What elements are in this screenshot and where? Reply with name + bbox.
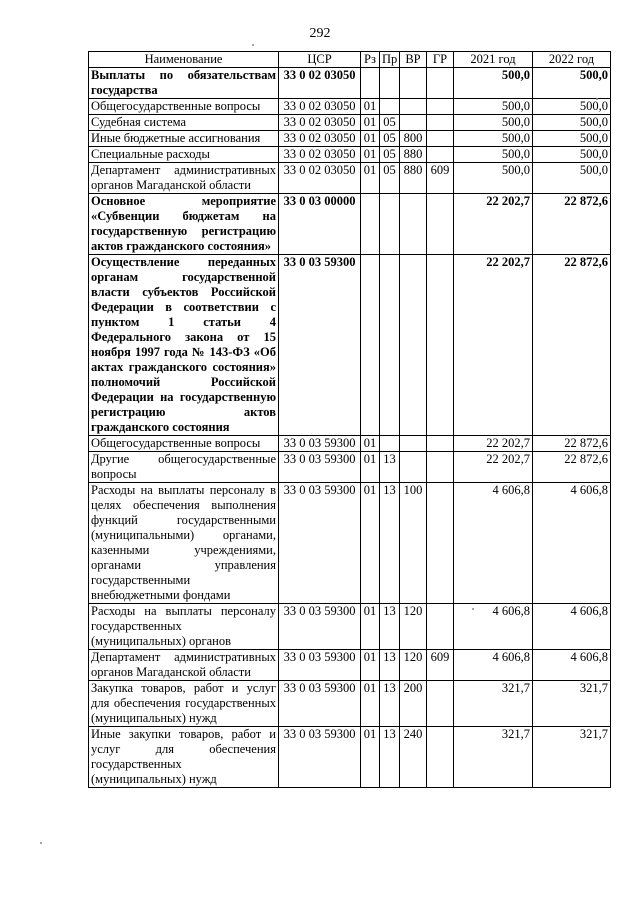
table-row <box>89 436 611 452</box>
cell-2021: 22 202,7 <box>454 255 533 436</box>
cell-2021: 500,0 <box>454 163 533 194</box>
cell-vr <box>400 255 427 436</box>
cell-name: Общегосударственные вопросы <box>89 436 279 452</box>
header-2022: 2022 год <box>533 52 611 68</box>
cell-name: Общегосударственные вопросы <box>89 99 279 115</box>
cell-2021: 500,0 <box>454 99 533 115</box>
cell-pr: 13 <box>380 604 400 650</box>
cell-2022: 321,7 <box>533 681 611 727</box>
cell-name: Судебная система <box>89 115 279 131</box>
cell-2022: 22 872,6 <box>533 255 611 436</box>
cell-csr: 33 0 03 59300 <box>279 483 361 604</box>
cell-csr: 33 0 03 59300 <box>279 727 361 788</box>
cell-vr <box>400 115 427 131</box>
cell-csr: 33 0 03 00000 <box>279 194 361 255</box>
cell-pr <box>380 194 400 255</box>
cell-rz: 01 <box>361 163 380 194</box>
cell-pr: 05 <box>380 163 400 194</box>
cell-pr: 13 <box>380 452 400 483</box>
table-row <box>89 727 611 788</box>
table-row <box>89 452 611 483</box>
budget-table <box>88 51 611 788</box>
cell-2021: 4 606,8 <box>454 483 533 604</box>
cell-csr: 33 0 02 03050 <box>279 131 361 147</box>
cell-2022: 500,0 <box>533 99 611 115</box>
table-row <box>89 255 611 436</box>
cell-2021: 4 606,8 <box>454 650 533 681</box>
cell-csr: 33 0 02 03050 <box>279 147 361 163</box>
cell-csr: 33 0 03 59300 <box>279 650 361 681</box>
cell-2022: 22 872,6 <box>533 452 611 483</box>
cell-pr: 13 <box>380 681 400 727</box>
table-row <box>89 604 611 650</box>
cell-vr <box>400 99 427 115</box>
cell-2022: 4 606,8 <box>533 650 611 681</box>
cell-pr <box>380 68 400 99</box>
cell-2022: 22 872,6 <box>533 194 611 255</box>
cell-name: Закупка товаров, работ и услуг для обеспечения государственных (муниципальных) нужд <box>89 681 279 727</box>
cell-name: Департамент административных органов Магаданской области <box>89 650 279 681</box>
cell-gr <box>427 681 454 727</box>
cell-gr <box>427 436 454 452</box>
page-number: 292 <box>309 26 331 41</box>
table-row <box>89 147 611 163</box>
cell-pr: 13 <box>380 483 400 604</box>
table-header-row <box>89 52 611 68</box>
cell-rz: 01 <box>361 483 380 604</box>
cell-rz <box>361 194 380 255</box>
cell-2021: 321,7 <box>454 727 533 788</box>
cell-gr <box>427 255 454 436</box>
cell-2021: 500,0 <box>454 131 533 147</box>
cell-pr: 05 <box>380 147 400 163</box>
scan-speck <box>40 842 42 844</box>
cell-name: Департамент административных органов Магаданской области <box>89 163 279 194</box>
cell-csr: 33 0 02 03050 <box>279 99 361 115</box>
cell-vr <box>400 194 427 255</box>
table-row <box>89 483 611 604</box>
header-name: Наименование <box>89 52 279 68</box>
table-row <box>89 681 611 727</box>
cell-rz: 01 <box>361 650 380 681</box>
cell-csr: 33 0 03 59300 <box>279 604 361 650</box>
cell-pr <box>380 255 400 436</box>
cell-rz: 01 <box>361 131 380 147</box>
cell-name: Выплаты по обязательствам государства <box>89 68 279 99</box>
cell-vr: 120 <box>400 604 427 650</box>
cell-csr: 33 0 03 59300 <box>279 452 361 483</box>
cell-2021: 500,0 <box>454 68 533 99</box>
cell-rz: 01 <box>361 436 380 452</box>
cell-vr <box>400 436 427 452</box>
cell-gr: 609 <box>427 650 454 681</box>
cell-2021: 22 202,7 <box>454 452 533 483</box>
cell-gr <box>427 99 454 115</box>
cell-rz: 01 <box>361 147 380 163</box>
cell-rz: 01 <box>361 99 380 115</box>
scan-speck <box>252 44 254 46</box>
cell-gr <box>427 115 454 131</box>
cell-gr <box>427 147 454 163</box>
cell-2021: 321,7 <box>454 681 533 727</box>
cell-gr <box>427 194 454 255</box>
cell-pr: 13 <box>380 727 400 788</box>
cell-pr: 05 <box>380 131 400 147</box>
cell-2022: 4 606,8 <box>533 604 611 650</box>
cell-2022: 500,0 <box>533 68 611 99</box>
cell-gr <box>427 727 454 788</box>
cell-name: Специальные расходы <box>89 147 279 163</box>
cell-vr: 880 <box>400 163 427 194</box>
cell-2022: 500,0 <box>533 115 611 131</box>
cell-csr: 33 0 03 59300 <box>279 436 361 452</box>
table-row <box>89 131 611 147</box>
header-rz: Рз <box>361 52 380 68</box>
header-2021: 2021 год <box>454 52 533 68</box>
cell-pr <box>380 436 400 452</box>
cell-name: Другие общегосударственные вопросы <box>89 452 279 483</box>
cell-2021: 22 202,7 <box>454 436 533 452</box>
header-vr: ВР <box>400 52 427 68</box>
cell-csr: 33 0 02 03050 <box>279 163 361 194</box>
table-row <box>89 650 611 681</box>
header-csr: ЦСР <box>279 52 361 68</box>
cell-2022: 500,0 <box>533 147 611 163</box>
cell-rz: 01 <box>361 115 380 131</box>
cell-2022: 500,0 <box>533 163 611 194</box>
cell-2021: 500,0 <box>454 115 533 131</box>
table-body <box>89 68 611 788</box>
cell-gr <box>427 452 454 483</box>
cell-vr <box>400 452 427 483</box>
scan-speck <box>596 98 598 100</box>
cell-gr <box>427 483 454 604</box>
cell-pr <box>380 99 400 115</box>
cell-2021: 500,0 <box>454 147 533 163</box>
cell-vr: 880 <box>400 147 427 163</box>
cell-rz <box>361 68 380 99</box>
cell-vr <box>400 68 427 99</box>
cell-vr: 800 <box>400 131 427 147</box>
cell-csr: 33 0 02 03050 <box>279 115 361 131</box>
table-row <box>89 115 611 131</box>
cell-name: Расходы на выплаты персоналу государственных (муниципальных) органов <box>89 604 279 650</box>
table-row <box>89 99 611 115</box>
cell-vr: 200 <box>400 681 427 727</box>
table-row <box>89 163 611 194</box>
cell-gr <box>427 604 454 650</box>
cell-rz: 01 <box>361 681 380 727</box>
cell-2022: 4 606,8 <box>533 483 611 604</box>
cell-2022: 22 872,6 <box>533 436 611 452</box>
cell-rz: 01 <box>361 727 380 788</box>
cell-2022: 500,0 <box>533 131 611 147</box>
cell-rz: 01 <box>361 604 380 650</box>
cell-vr: 240 <box>400 727 427 788</box>
cell-vr: 100 <box>400 483 427 604</box>
cell-2022: 321,7 <box>533 727 611 788</box>
cell-vr: 120 <box>400 650 427 681</box>
cell-name: Иные бюджетные ассигнования <box>89 131 279 147</box>
table-row <box>89 194 611 255</box>
cell-name: Осуществление переданных органам государственной власти субъектов Российской Федерации в соответствии с пунктом 1 статьи 4 Федерального закона от 15 ноября 1997 года № 143-ФЗ «Об актах гражданского состояния» полномочий Российской Федерации на государственную регистрацию актов гражданского состояния <box>89 255 279 436</box>
cell-rz: 01 <box>361 452 380 483</box>
cell-2021: 4 606,8 <box>454 604 533 650</box>
cell-name: Иные закупки товаров, работ и услуг для обеспечения государственных (муниципальных) нужд <box>89 727 279 788</box>
cell-gr <box>427 131 454 147</box>
cell-csr: 33 0 03 59300 <box>279 255 361 436</box>
table-row <box>89 68 611 99</box>
header-pr: Пр <box>380 52 400 68</box>
cell-name: Расходы на выплаты персоналу в целях обеспечения выполнения функций государственными (муниципальными) органами, казенными учреждениями, органами управления государственными внебюджетными фондами <box>89 483 279 604</box>
scan-speck <box>472 608 474 610</box>
cell-gr: 609 <box>427 163 454 194</box>
cell-gr <box>427 68 454 99</box>
cell-name: Основное мероприятие «Субвенции бюджетам на государственную регистрацию актов гражданского состояния» <box>89 194 279 255</box>
header-gr: ГР <box>427 52 454 68</box>
cell-csr: 33 0 03 59300 <box>279 681 361 727</box>
cell-pr: 13 <box>380 650 400 681</box>
cell-csr: 33 0 02 03050 <box>279 68 361 99</box>
cell-rz <box>361 255 380 436</box>
cell-pr: 05 <box>380 115 400 131</box>
cell-2021: 22 202,7 <box>454 194 533 255</box>
